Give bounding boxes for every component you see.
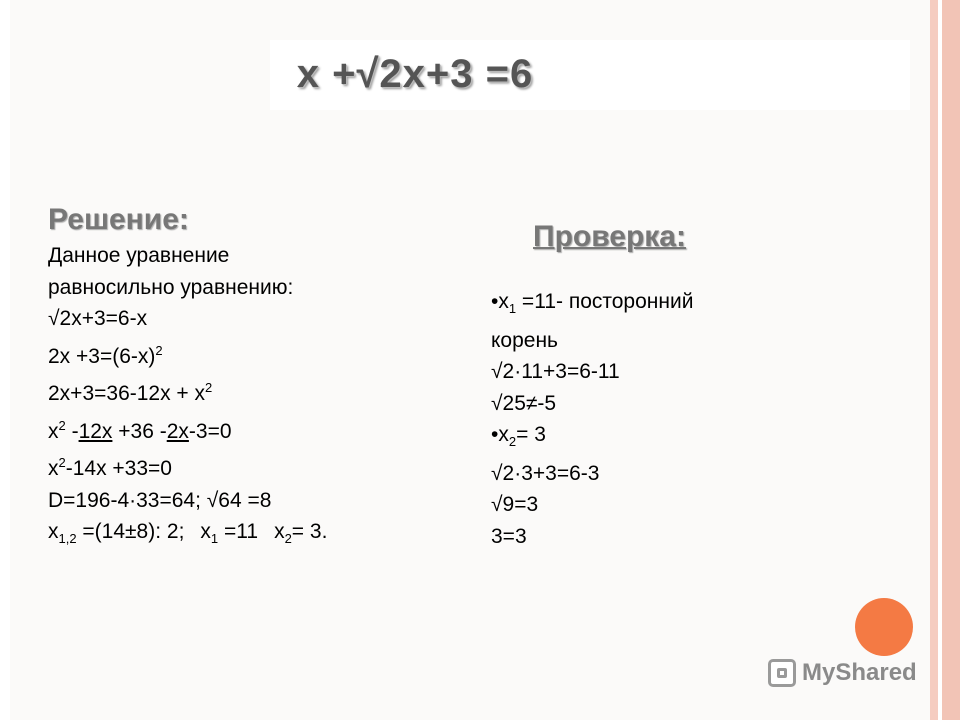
check-line: √2·11+3=6-11 bbox=[491, 360, 620, 384]
underlined-term: 12x bbox=[78, 419, 113, 443]
text-span: =11- посторонний bbox=[516, 290, 694, 313]
left-border bbox=[0, 0, 10, 720]
solution-line: D=196-4·33=64; √64 =8 bbox=[48, 488, 272, 512]
subscript: 1,2 bbox=[58, 531, 77, 547]
subscript: 1 bbox=[210, 531, 219, 547]
subscript: 1 bbox=[508, 301, 517, 317]
text-span: = 3 bbox=[516, 423, 546, 447]
solution-line: равносильно уравнению: bbox=[48, 275, 294, 299]
solution-heading: Решение: bbox=[48, 203, 189, 236]
solution-line: Данное уравнение bbox=[48, 244, 230, 267]
check-line: √2·3+3=6-3 bbox=[491, 461, 600, 485]
watermark-logo bbox=[768, 655, 917, 691]
solution-line bbox=[48, 516, 327, 555]
superscript: 2 bbox=[58, 455, 66, 470]
decorative-circle bbox=[855, 598, 913, 656]
superscript: 2 bbox=[205, 380, 213, 395]
subscript: 2 bbox=[508, 434, 517, 450]
text-span: =11 bbox=[218, 520, 259, 543]
text-span: x bbox=[48, 520, 59, 543]
underlined-term: 2x bbox=[166, 419, 189, 443]
check-line: √25≠-5 bbox=[491, 391, 557, 415]
check-line bbox=[491, 286, 693, 325]
text-span: x bbox=[200, 520, 211, 543]
text-span: = 3. bbox=[291, 520, 328, 543]
solution-line: √2x+3=6-x bbox=[48, 307, 148, 330]
superscript: 2 bbox=[58, 417, 66, 433]
watermark-text: MyShared bbox=[802, 659, 917, 686]
check-body bbox=[491, 286, 693, 552]
superscript: 2 bbox=[155, 342, 163, 358]
check-line: корень bbox=[491, 328, 558, 352]
solution-body bbox=[48, 240, 327, 555]
text-span: -14x +33=0 bbox=[65, 457, 172, 480]
check-line: √9=3 bbox=[491, 493, 539, 517]
text-span: =(14±8): 2; bbox=[76, 520, 185, 543]
text-span: x bbox=[48, 419, 59, 443]
right-border-stripe bbox=[930, 0, 938, 720]
solution-line bbox=[48, 447, 327, 485]
text-span: 2x +3=(6-x) bbox=[48, 344, 156, 368]
check-line: 3=3 bbox=[491, 524, 527, 548]
text-span: - bbox=[65, 419, 79, 443]
text-span: -3=0 bbox=[188, 419, 232, 443]
text-span: •x bbox=[491, 290, 509, 313]
check-line bbox=[491, 419, 693, 458]
myshared-logo-icon bbox=[768, 659, 796, 687]
text-span: 2x+3=36-12x + x bbox=[48, 382, 206, 405]
text-span: x bbox=[274, 520, 285, 543]
right-border-stripe-outer bbox=[942, 0, 960, 720]
slide-title: x +√2x+3 =6 bbox=[296, 52, 534, 96]
text-span: •x bbox=[491, 423, 509, 447]
subscript: 2 bbox=[284, 531, 292, 547]
text-span: x bbox=[48, 457, 59, 480]
solution-line bbox=[48, 372, 327, 410]
solution-line bbox=[48, 410, 327, 448]
solution-line bbox=[48, 335, 327, 373]
text-span: +36 - bbox=[112, 419, 167, 443]
check-heading: Проверка: bbox=[533, 220, 686, 253]
